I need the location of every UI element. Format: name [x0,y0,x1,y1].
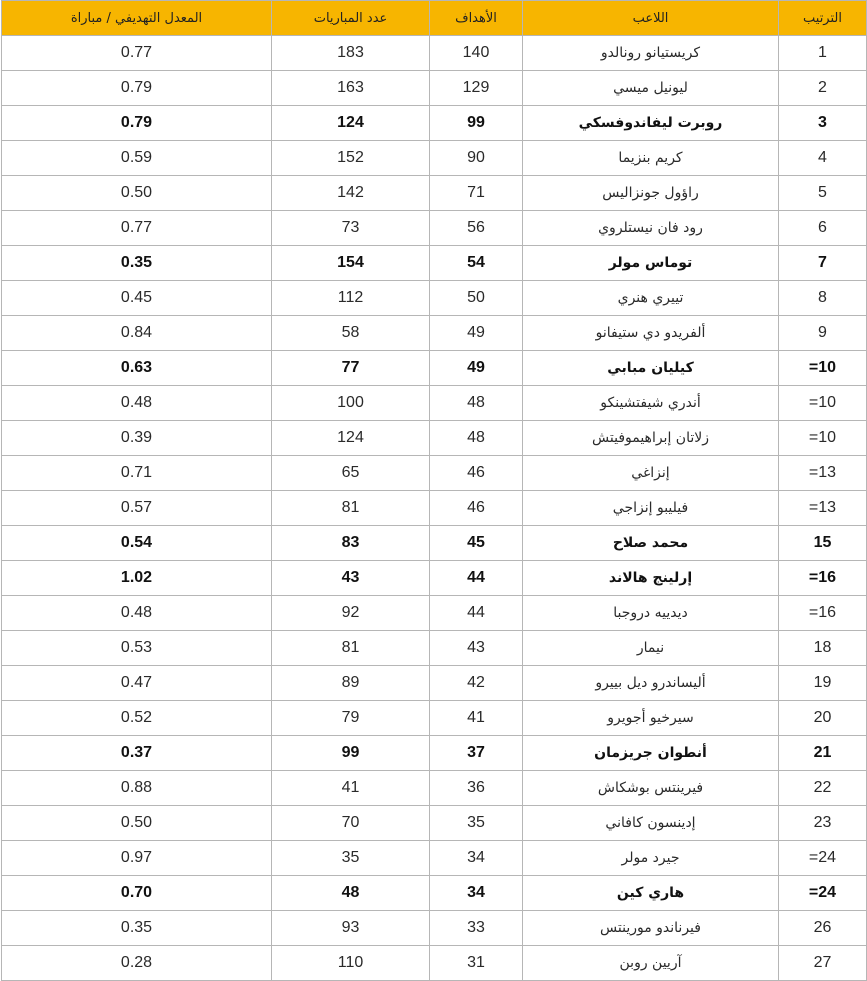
rank-cell: 22 [779,771,867,806]
header-matches: عدد المباريات [272,1,430,36]
goals-cell: 71 [430,176,523,211]
goals-cell: 54 [430,246,523,281]
goals-cell: 129 [430,71,523,106]
player-name-cell: سيرخيو أجويرو [523,701,779,736]
ratio-cell: 0.45 [2,281,272,316]
matches-cell: 112 [272,281,430,316]
rank-cell: 7 [779,246,867,281]
goals-cell: 35 [430,806,523,841]
matches-cell: 48 [272,876,430,911]
table-row [2,71,867,106]
table-row [2,876,867,911]
table-row [2,596,867,631]
matches-cell: 92 [272,596,430,631]
matches-cell: 99 [272,736,430,771]
table-row [2,456,867,491]
table-row [2,561,867,596]
table-row [2,666,867,701]
rank-cell: 4 [779,141,867,176]
goals-cell: 49 [430,316,523,351]
ratio-cell: 0.77 [2,36,272,71]
table-row [2,526,867,561]
table-row [2,701,867,736]
player-name-cell: كريستيانو رونالدو [523,36,779,71]
matches-cell: 154 [272,246,430,281]
ratio-cell: 1.02 [2,561,272,596]
ratio-cell: 0.79 [2,106,272,141]
table-row [2,421,867,456]
rank-cell: =24 [779,841,867,876]
matches-cell: 58 [272,316,430,351]
player-name-cell: رود فان نيستلروي [523,211,779,246]
goals-cell: 90 [430,141,523,176]
rank-cell: 2 [779,71,867,106]
goals-cell: 44 [430,596,523,631]
ratio-cell: 0.70 [2,876,272,911]
table-row [2,736,867,771]
rank-cell: =13 [779,491,867,526]
table-row [2,176,867,211]
ratio-cell: 0.88 [2,771,272,806]
table-row [2,491,867,526]
table-header-row [2,1,867,36]
rank-cell: =16 [779,561,867,596]
player-name-cell: محمد صلاح [523,526,779,561]
matches-cell: 73 [272,211,430,246]
goals-cell: 36 [430,771,523,806]
rank-cell: 1 [779,36,867,71]
player-name-cell: فيرينتس بوشكاش [523,771,779,806]
goals-cell: 41 [430,701,523,736]
rank-cell: 5 [779,176,867,211]
matches-cell: 100 [272,386,430,421]
ratio-cell: 0.50 [2,806,272,841]
rank-cell: 15 [779,526,867,561]
matches-cell: 65 [272,456,430,491]
ratio-cell: 0.37 [2,736,272,771]
goals-cell: 56 [430,211,523,246]
ratio-cell: 0.71 [2,456,272,491]
matches-cell: 77 [272,351,430,386]
header-rank: الترتيب [779,1,867,36]
goals-cell: 48 [430,421,523,456]
matches-cell: 110 [272,946,430,981]
ratio-cell: 0.35 [2,246,272,281]
rank-cell: 26 [779,911,867,946]
ratio-cell: 0.48 [2,596,272,631]
goals-cell: 31 [430,946,523,981]
ratio-cell: 0.57 [2,491,272,526]
ratio-cell: 0.48 [2,386,272,421]
ratio-cell: 0.35 [2,911,272,946]
rank-cell: 27 [779,946,867,981]
ratio-cell: 0.47 [2,666,272,701]
rank-cell: 6 [779,211,867,246]
table-row [2,211,867,246]
table-row [2,841,867,876]
table-row [2,36,867,71]
ratio-cell: 0.77 [2,211,272,246]
goals-cell: 45 [430,526,523,561]
player-name-cell: روبرت ليفاندوفسكي [523,106,779,141]
ratio-cell: 0.84 [2,316,272,351]
goals-cell: 140 [430,36,523,71]
table-row [2,946,867,981]
player-name-cell: كيليان مبابي [523,351,779,386]
matches-cell: 89 [272,666,430,701]
table-row [2,141,867,176]
rank-cell: =13 [779,456,867,491]
player-name-cell: تييري هنري [523,281,779,316]
goals-cell: 49 [430,351,523,386]
player-name-cell: زلاتان إبراهيموفيتش [523,421,779,456]
player-name-cell: كريم بنزيما [523,141,779,176]
player-name-cell: أندري شيفتشينكو [523,386,779,421]
goals-cell: 37 [430,736,523,771]
player-name-cell: إدينسون كافاني [523,806,779,841]
table-row [2,351,867,386]
goals-cell: 42 [430,666,523,701]
matches-cell: 79 [272,701,430,736]
player-name-cell: إنزاغي [523,456,779,491]
ratio-cell: 0.79 [2,71,272,106]
player-name-cell: ديدييه دروجبا [523,596,779,631]
rank-cell: 18 [779,631,867,666]
rank-cell: =10 [779,421,867,456]
goals-cell: 99 [430,106,523,141]
matches-cell: 124 [272,106,430,141]
player-name-cell: أنطوان جريزمان [523,736,779,771]
player-name-cell: هاري كين [523,876,779,911]
matches-cell: 142 [272,176,430,211]
rank-cell: =10 [779,351,867,386]
table-row [2,631,867,666]
ratio-cell: 0.53 [2,631,272,666]
rank-cell: =16 [779,596,867,631]
rank-cell: 20 [779,701,867,736]
goals-cell: 34 [430,876,523,911]
matches-cell: 83 [272,526,430,561]
header-ratio: المعدل التهديفي / مباراة [2,1,272,36]
matches-cell: 70 [272,806,430,841]
table-row [2,316,867,351]
ratio-cell: 0.97 [2,841,272,876]
table-row [2,386,867,421]
rank-cell: 21 [779,736,867,771]
header-player: اللاعب [523,1,779,36]
player-name-cell: نيمار [523,631,779,666]
goals-cell: 44 [430,561,523,596]
goals-cell: 46 [430,491,523,526]
matches-cell: 81 [272,631,430,666]
matches-cell: 183 [272,36,430,71]
goals-cell: 43 [430,631,523,666]
goals-cell: 33 [430,911,523,946]
player-name-cell: ليونيل ميسي [523,71,779,106]
goals-cell: 34 [430,841,523,876]
scorers-table [1,0,867,981]
player-name-cell: توماس مولر [523,246,779,281]
player-name-cell: فيليبو إنزاجي [523,491,779,526]
table-row [2,246,867,281]
header-goals: الأهداف [430,1,523,36]
matches-cell: 163 [272,71,430,106]
matches-cell: 152 [272,141,430,176]
table-row [2,806,867,841]
matches-cell: 93 [272,911,430,946]
rank-cell: =24 [779,876,867,911]
rank-cell: 3 [779,106,867,141]
table-row [2,106,867,141]
table-row [2,771,867,806]
player-name-cell: ألفريدو دي ستيفانو [523,316,779,351]
goals-cell: 50 [430,281,523,316]
ratio-cell: 0.54 [2,526,272,561]
matches-cell: 124 [272,421,430,456]
table-body [2,36,867,981]
matches-cell: 81 [272,491,430,526]
goals-cell: 48 [430,386,523,421]
table-row [2,911,867,946]
ratio-cell: 0.63 [2,351,272,386]
player-name-cell: راؤول جونزاليس [523,176,779,211]
table-row [2,281,867,316]
matches-cell: 35 [272,841,430,876]
matches-cell: 41 [272,771,430,806]
player-name-cell: آريين روبن [523,946,779,981]
rank-cell: 8 [779,281,867,316]
rank-cell: 19 [779,666,867,701]
player-name-cell: إرلينج هالاند [523,561,779,596]
ratio-cell: 0.28 [2,946,272,981]
ratio-cell: 0.59 [2,141,272,176]
rank-cell: 9 [779,316,867,351]
ratio-cell: 0.50 [2,176,272,211]
player-name-cell: فيرناندو مورينتس [523,911,779,946]
rank-cell: =10 [779,386,867,421]
rank-cell: 23 [779,806,867,841]
ratio-cell: 0.39 [2,421,272,456]
player-name-cell: أليساندرو ديل بييرو [523,666,779,701]
ratio-cell: 0.52 [2,701,272,736]
goals-cell: 46 [430,456,523,491]
matches-cell: 43 [272,561,430,596]
player-name-cell: جيرد مولر [523,841,779,876]
